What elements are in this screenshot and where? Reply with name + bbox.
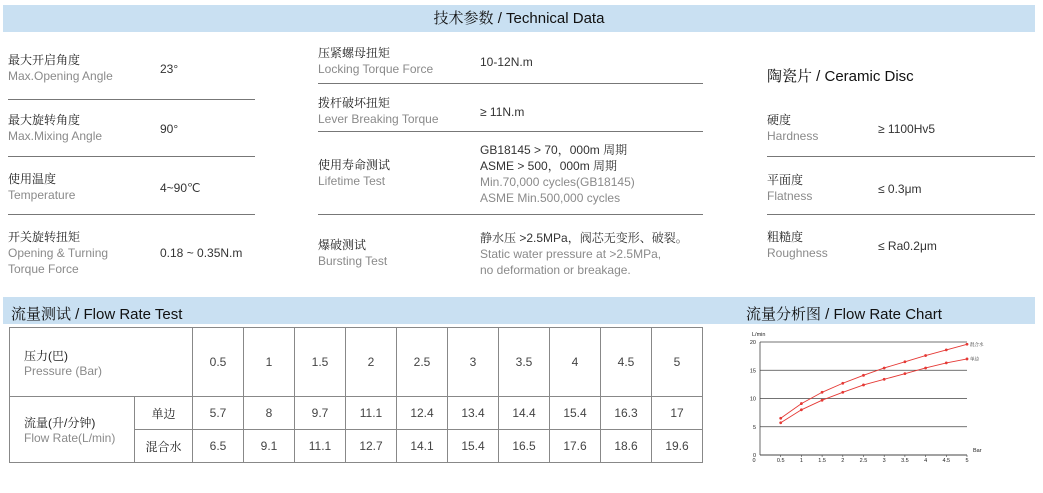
- spec-turning-torque: [8, 229, 108, 277]
- x-tick-label: 3: [882, 458, 886, 463]
- data-point: [821, 391, 824, 394]
- table-cell: 16.5: [499, 430, 550, 463]
- data-point: [924, 354, 927, 357]
- divider: [318, 214, 703, 215]
- x-tick-label: 1: [799, 458, 803, 463]
- divider: [318, 83, 703, 84]
- table-cell: 17: [652, 397, 703, 430]
- flow-test-title: 流量测试 / Flow Rate Test: [11, 306, 183, 323]
- data-point: [862, 374, 865, 377]
- x-tick-label: 3.5: [901, 458, 909, 463]
- spec-value-line2: ASME > 500，000m 周期: [480, 159, 618, 173]
- pressure-label-cn: 压力(巴): [24, 348, 68, 363]
- table-cell: 12.4: [397, 397, 448, 430]
- spec-value: 4~90℃: [160, 181, 201, 195]
- spec-value: ≤ Ra0.2μm: [878, 239, 937, 253]
- data-point: [945, 349, 948, 352]
- spec-label-en: Max.Opening Angle: [8, 69, 113, 83]
- spec-label-cn: 最大旋转角度: [8, 113, 81, 127]
- table-cell: 6.5: [193, 430, 244, 463]
- data-point: [883, 378, 886, 381]
- data-point: [924, 367, 927, 370]
- spec-label-cn: 爆破测试: [318, 238, 367, 252]
- flow-label-cn: 流量(升/分钟): [24, 416, 96, 430]
- spec-hardness: [767, 112, 818, 144]
- divider: [767, 156, 1035, 157]
- table-cell: 14.1: [397, 430, 448, 463]
- spec-label-en: Max.Mixing Angle: [8, 129, 103, 143]
- spec-label-en: Lever Breaking Torque: [318, 112, 439, 126]
- spec-label-en-line2: Torque Force: [8, 262, 79, 276]
- x-origin-label: 0: [752, 458, 756, 463]
- spec-label-cn: 压紧螺母扭矩: [318, 46, 391, 60]
- table-cell: 1: [244, 328, 295, 397]
- table-cell: 9.7: [295, 397, 346, 430]
- spec-value-line2: Static water pressure at >2.5MPa,: [480, 247, 662, 261]
- table-cell: 3.5: [499, 328, 550, 397]
- spec-value-line3: no deformation or breakage.: [480, 263, 631, 277]
- spec-label-en: Roughness: [767, 246, 828, 260]
- data-point: [779, 421, 782, 424]
- spec-flatness: [767, 172, 812, 204]
- divider: [8, 214, 255, 215]
- flow-section-header: [3, 297, 1035, 324]
- series-label: 单边: [970, 356, 979, 362]
- spec-label-cn: 最大开启角度: [8, 53, 81, 67]
- ceramic-disc-title: 陶瓷片 / Ceramic Disc: [767, 68, 914, 85]
- spec-roughness: [767, 229, 828, 261]
- table-cell: 1.5: [295, 328, 346, 397]
- data-point: [800, 402, 803, 405]
- divider: [318, 131, 703, 132]
- table-cell: 18.6: [601, 430, 652, 463]
- data-point: [966, 343, 969, 346]
- single-label: 单边: [135, 397, 193, 430]
- spec-lever-breaking-torque: [318, 95, 439, 127]
- spec-label-en: Opening & Turning: [8, 246, 109, 260]
- data-point: [945, 362, 948, 365]
- flow-rate-chart: [740, 328, 995, 463]
- table-cell: 14.4: [499, 397, 550, 430]
- y-axis-label: L/min: [752, 332, 766, 338]
- y-tick-label: 15: [749, 368, 756, 375]
- spec-label-en: Temperature: [8, 188, 76, 202]
- x-tick-label: 1.5: [818, 458, 826, 463]
- spec-max-mixing-angle: [8, 112, 102, 144]
- spec-value: ≥ 11N.m: [480, 105, 525, 119]
- spec-value: 23°: [160, 62, 179, 76]
- table-cell: 4: [550, 328, 601, 397]
- spec-value: ≤ 0.3μm: [878, 182, 922, 196]
- table-cell: 5: [652, 328, 703, 397]
- data-point: [966, 358, 969, 361]
- spec-label-en: Locking Torque Force: [318, 62, 434, 76]
- table-cell: 19.6: [652, 430, 703, 463]
- spec-value: 10-12N.m: [480, 55, 533, 69]
- y-tick-label: 0: [752, 453, 756, 459]
- data-point: [841, 391, 844, 394]
- data-point: [904, 360, 907, 363]
- table-cell: 5.7: [193, 397, 244, 430]
- y-tick-label: 5: [752, 424, 756, 431]
- spec-bursting-test: [318, 237, 387, 269]
- table-cell: 17.6: [550, 430, 601, 463]
- spec-value-line4: ASME Min.500,000 cycles: [480, 191, 621, 205]
- spec-value-line3: Min.70,000 cycles(GB18145): [480, 175, 635, 189]
- table-cell: 2: [346, 328, 397, 397]
- data-point: [862, 384, 865, 387]
- x-axis-label: Bar: [973, 448, 982, 454]
- spec-label-cn: 使用温度: [8, 172, 57, 186]
- spec-label-cn: 粗糙度: [767, 230, 804, 244]
- table-cell: 13.4: [448, 397, 499, 430]
- spec-value: ≥ 1100Hv5: [878, 122, 936, 136]
- spec-value: 90°: [160, 122, 179, 136]
- spec-label-cn: 使用寿命测试: [318, 158, 391, 172]
- x-tick-label: 2.5: [859, 458, 868, 463]
- y-tick-label: 10: [749, 396, 756, 403]
- divider: [8, 99, 255, 100]
- series-label: 混合水: [970, 341, 984, 347]
- x-tick-label: 4.5: [942, 458, 951, 463]
- spec-locking-torque: [318, 45, 433, 77]
- spec-max-opening-angle: [8, 52, 113, 84]
- series-line: [781, 359, 967, 423]
- table-cell: 2.5: [397, 328, 448, 397]
- spec-label-en: Bursting Test: [318, 254, 388, 268]
- y-tick-label: 20: [749, 340, 756, 346]
- data-point: [883, 367, 886, 370]
- spec-value-line1: GB18145 > 70，000m 周期: [480, 143, 628, 157]
- data-point: [779, 417, 782, 420]
- table-cell: 11.1: [346, 397, 397, 430]
- table-cell: 15.4: [550, 397, 601, 430]
- technical-data-header: 技术参数 / Technical Data: [3, 5, 1035, 32]
- divider: [767, 214, 1035, 215]
- table-cell: 12.7: [346, 430, 397, 463]
- flow-rate-table: [9, 327, 703, 463]
- table-cell: 16.3: [601, 397, 652, 430]
- spec-label-en: Hardness: [767, 129, 819, 143]
- spec-value: 0.18 ~ 0.35N.m: [160, 246, 243, 260]
- x-tick-label: 5: [965, 458, 969, 463]
- flow-label-en: Flow Rate(L/min): [24, 431, 116, 445]
- pressure-label-cell: [10, 328, 193, 397]
- x-tick-label: 2: [841, 458, 845, 463]
- x-tick-label: 0.5: [776, 458, 785, 463]
- series-line: [781, 344, 967, 418]
- data-point: [841, 382, 844, 385]
- flow-label-cell: [10, 397, 135, 463]
- divider: [8, 156, 255, 157]
- spec-label-cn: 硬度: [767, 113, 792, 127]
- data-point: [821, 399, 824, 402]
- data-point: [904, 372, 907, 375]
- table-row-single: [10, 397, 703, 430]
- mixed-label: 混合水: [135, 430, 193, 463]
- table-cell: 3: [448, 328, 499, 397]
- table-cell: 11.1: [295, 430, 346, 463]
- spec-label-cn: 拨杆破坏扭矩: [318, 96, 391, 110]
- spec-label-cn: 开关旋转扭矩: [8, 230, 81, 244]
- spec-label-en: Lifetime Test: [318, 174, 386, 188]
- table-row-pressure: [10, 328, 703, 397]
- spec-value-line1: 静水压 >2.5MPa，阀芯无变形、破裂。: [480, 231, 688, 245]
- spec-lifetime-test: [318, 157, 390, 189]
- table-cell: 4.5: [601, 328, 652, 397]
- table-cell: 8: [244, 397, 295, 430]
- pressure-label-en: Pressure (Bar): [24, 363, 103, 378]
- table-cell: 0.5: [193, 328, 244, 397]
- spec-temperature: [8, 171, 75, 203]
- table-cell: 9.1: [244, 430, 295, 463]
- spec-label-cn: 平面度: [767, 173, 804, 187]
- flow-chart-title: 流量分析图 / Flow Rate Chart: [746, 306, 942, 323]
- x-tick-label: 4: [924, 458, 928, 463]
- spec-label-en: Flatness: [767, 189, 813, 203]
- table-cell: 15.4: [448, 430, 499, 463]
- data-point: [800, 408, 803, 411]
